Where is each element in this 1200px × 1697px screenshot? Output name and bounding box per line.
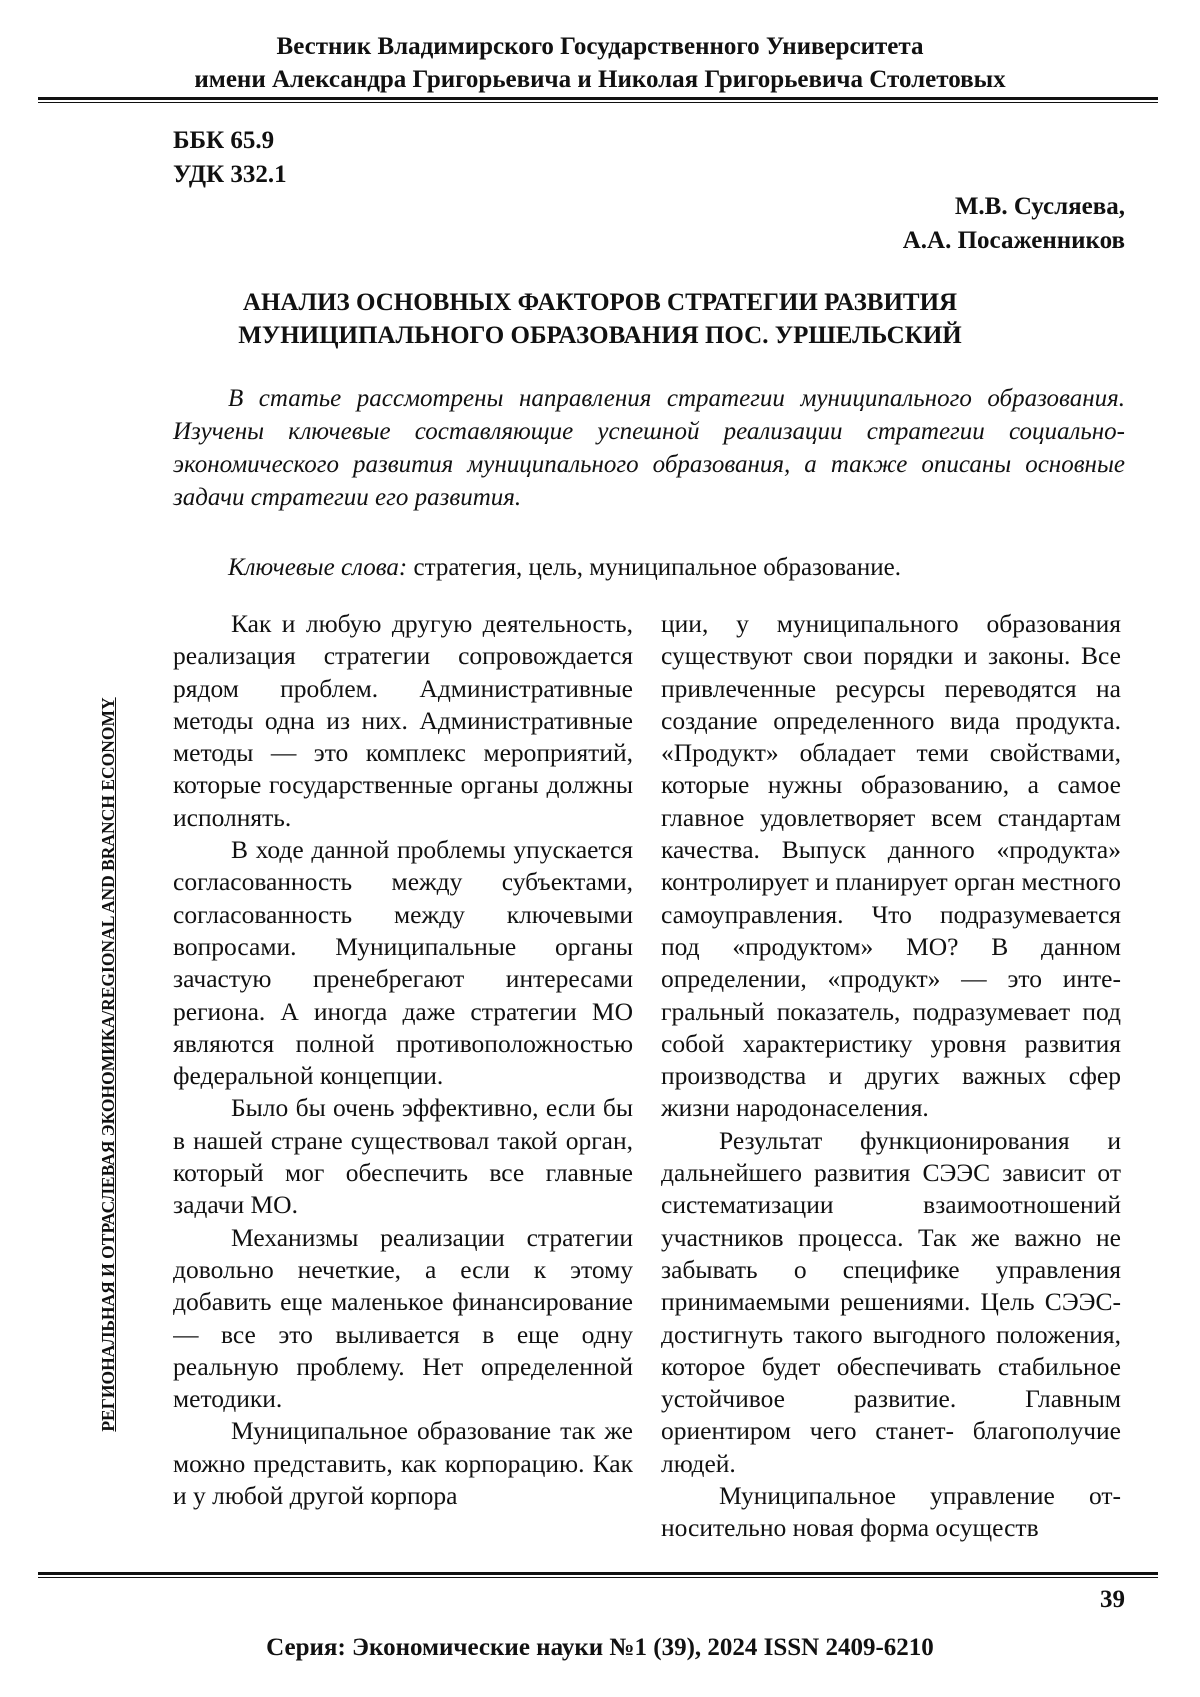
body-column-right: [661, 608, 1121, 1568]
udk-code: УДК 332.1: [173, 158, 287, 192]
body-paragraph: Муниципальное образование так же можно представить, как корпора­цию. Как и у любой другой корпора­: [173, 1415, 633, 1512]
keywords-label: Ключевые слова:: [228, 554, 407, 581]
author-list: [903, 190, 1125, 258]
footer-divider: [38, 1572, 1158, 1578]
body-paragraph: Как и любую другую деятель­ность, реализация стратегии сопро­вождается рядом проблем. Админи­стративные методы одна из них. Ад­министративные методы — это ком­плекс мероприятий, которые госу­дарственные органы должны испол­нять.: [173, 608, 633, 834]
journal-header: [0, 30, 1200, 96]
page-number: 39: [1100, 1584, 1125, 1616]
body-paragraph-continued: ции, у муниципального образования существуют свои порядки и законы. Все привлеченные ресурсы перево­дятся на создание определенного ви­да продукта. «Продукт» обладает те­ми свойствами, которые нужны обра­зованию, а самое главное удовлетво­ряет всем стандартам качества. Вы­пуск данного «продукта» контроли­рует и планирует орган местного са­моуправления. Что подразумевается под «продуктом» МО? В данном определении, «продукт» — это инте­гральный показатель, подразумевает под собой характеристику уровня развития производства и других важ­ных сфер жизни народонаселения.: [661, 608, 1121, 1125]
author-name: А.А. Посаженников: [903, 224, 1125, 258]
journal-title-line-2: имени Александра Григорьевича и Николая Григорьевича Столетовых: [0, 63, 1200, 96]
body-paragraph: Муниципальное управление от­носительно новая форма осуществ­: [661, 1480, 1121, 1545]
body-paragraph: Результат функционирования и дальнейшего развития СЭЭС зависит от систематизации взаимоотношений участников процесса. Так же важно не забывать о специфике управления принимаемыми решениями. Цель СЭЭС- достигнуть такого выгодного положения, которое будет обеспечи­вать стабильное устойчивое разви­тие. Главным ориентиром чего ста­нет- благополучие людей.: [661, 1125, 1121, 1480]
article-title: [150, 286, 1050, 352]
classification-codes: [173, 124, 287, 192]
author-name: М.В. Сусляева,: [903, 190, 1125, 224]
journal-title-line-1: Вестник Владимирского Государственного Университета: [0, 30, 1200, 63]
body-paragraph: Было бы очень эффективно, если бы в нашей стране существовал та­кой орган, который мог обеспечить все главные задачи МО.: [173, 1092, 633, 1221]
bbk-code: ББК 65.9: [173, 124, 287, 158]
keywords-value: стратегия, цель, муниципальное образование.: [407, 554, 901, 581]
section-side-label: РЕГИОНАЛЬНАЯ И ОТРАСЛЕВАЯ ЭКОНОМИКА/REGIONAL AND BRANCH ECONOMY: [96, 592, 120, 1537]
journal-series: Серия: Экономические науки №1 (39), 2024 ISSN 2409-6210: [0, 1632, 1200, 1664]
body-paragraph: Механизмы реализации страте­гии довольно нечеткие, а если к это­му добавить еще маленькое финан­сирование — все это выливается в еще одну реальную проблему. Нет определенной методики.: [173, 1222, 633, 1416]
keywords: [173, 551, 1125, 584]
article-title-line-2: МУНИЦИПАЛЬНОГО ОБРАЗОВАНИЯ ПОС. УРШЕЛЬСКИЙ: [150, 319, 1050, 352]
body-column-left: [173, 608, 633, 1568]
section-side-label-container: [96, 592, 120, 1537]
abstract: В статье рассмотрены направления стратегии муниципального обра­зования. Изучены ключевые составляющие успешной реализации стратегии социально-экономического развития муниципального образования, а также описаны основные задачи стратегии его развития.: [173, 382, 1125, 514]
body-paragraph: В ходе данной проблемы упус­кается согласованность между субъ­ектами, согласованность между клю­чевыми вопросами. Муниципальные органы зачастую пренебрегают инте­ресами региона. А иногда даже стра­тегии МО являются полной противо­положностью федеральной концеп­ции.: [173, 834, 633, 1092]
header-divider: [38, 97, 1158, 103]
article-title-line-1: АНАЛИЗ ОСНОВНЫХ ФАКТОРОВ СТРАТЕГИИ РАЗВИТИЯ: [150, 286, 1050, 319]
